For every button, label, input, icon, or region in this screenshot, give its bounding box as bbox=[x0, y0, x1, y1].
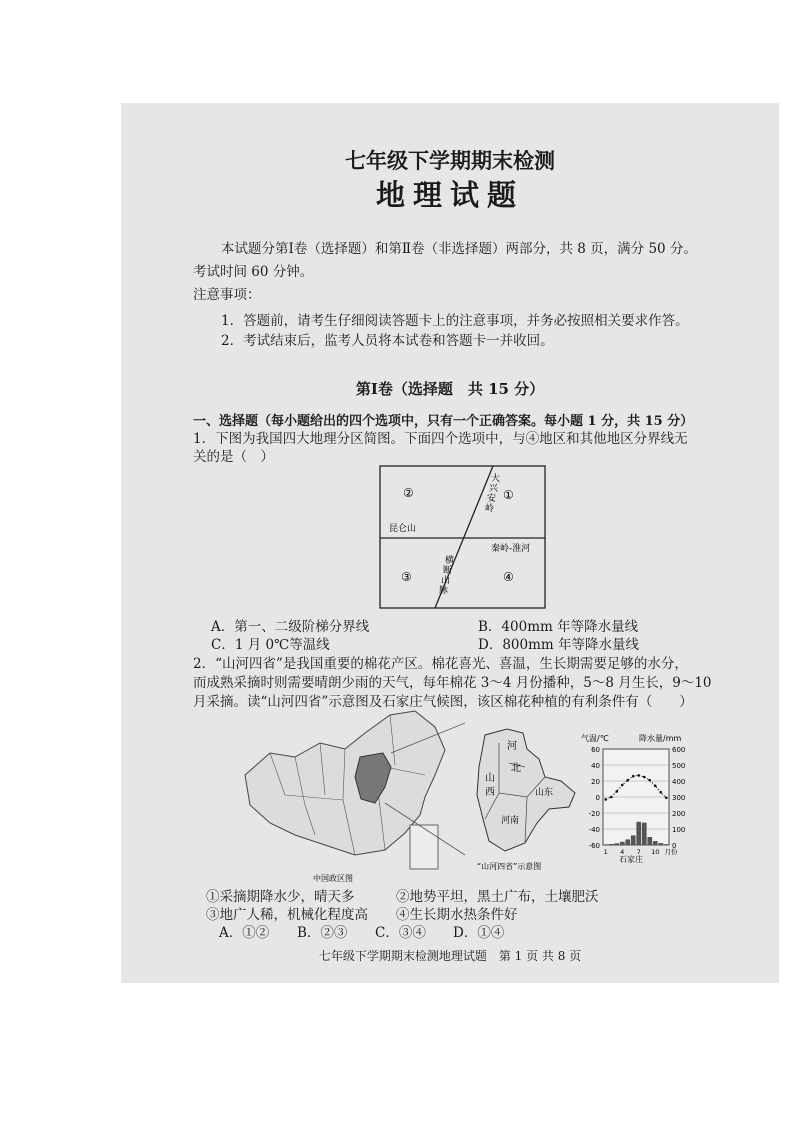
region-4: ④ bbox=[503, 570, 514, 584]
q2-stem-line1: 2．“山河四省”是我国重要的棉花产区。棉花喜光、喜温，生长期需要足够的水分， bbox=[193, 656, 688, 672]
label-xi: 西 bbox=[485, 787, 495, 798]
precip-axis-title: 降水量/mm bbox=[639, 734, 682, 743]
china-map-caption: 中国政区图 bbox=[313, 874, 353, 883]
region-1: ① bbox=[503, 488, 514, 502]
precip-bar bbox=[625, 839, 630, 845]
temp-axis-title: 气温/℃ bbox=[581, 734, 609, 743]
q2-choice-2: ②地势平坦，黑土广布，土壤肥沃 bbox=[396, 889, 599, 905]
precip-bar bbox=[642, 823, 647, 845]
temp-tick-label: -20 bbox=[588, 810, 600, 818]
month-tick-label: 7 bbox=[636, 848, 641, 856]
exam-title-line2: 地理试题 bbox=[375, 178, 524, 212]
notice-1: 1．答题前，请考生仔细阅读答题卡上的注意事项，并务必按照相关要求作答。 bbox=[221, 313, 689, 329]
temp-point bbox=[643, 776, 646, 779]
page-footer: 七年级下学期期末检测地理试题 第 1 页 共 8 页 bbox=[318, 949, 582, 963]
label-daxinganling-3: 安 bbox=[487, 494, 497, 504]
q2-option-a: A．①② bbox=[219, 925, 270, 941]
temp-tick-label: -60 bbox=[588, 842, 600, 850]
temp-point bbox=[621, 784, 624, 787]
q2-option-c: C．③④ bbox=[375, 925, 426, 941]
temp-tick-label: 20 bbox=[591, 778, 600, 786]
part-label: 一、选择题（每小题给出的四个选项中，只有一个正确答案。每小题 1 分，共 15 分） bbox=[193, 414, 694, 429]
precip-ticks bbox=[672, 746, 685, 850]
label-shan: 山 bbox=[485, 773, 495, 784]
month-tick-label: 月份 bbox=[664, 848, 678, 856]
shanhe-map-caption: “山河四省”示意图 bbox=[477, 862, 542, 871]
month-tick-label: 4 bbox=[620, 848, 625, 856]
label-hengduan-4: 脉 bbox=[439, 586, 449, 596]
label-he: 河 bbox=[507, 741, 517, 752]
precip-bar bbox=[614, 843, 619, 845]
precip-bar bbox=[647, 837, 652, 845]
temp-tick-label: -40 bbox=[588, 826, 600, 834]
q2-option-d: D．①④ bbox=[453, 925, 505, 941]
label-shandong: 山东 bbox=[535, 788, 554, 798]
precip-tick-label: 300 bbox=[672, 794, 686, 802]
label-kunlun: 昆仑山 bbox=[389, 524, 417, 534]
precip-tick-label: 100 bbox=[672, 826, 686, 834]
south-sea-inset bbox=[410, 825, 438, 869]
exam-title-line1: 七年级下学期期末检测 bbox=[345, 148, 555, 173]
notice-title: 注意事项： bbox=[193, 287, 261, 303]
temp-tick-label: 60 bbox=[591, 746, 600, 754]
q2-option-b: B．②③ bbox=[297, 925, 348, 941]
temp-point bbox=[659, 791, 662, 794]
chart-grid bbox=[603, 749, 669, 845]
temp-point bbox=[648, 779, 651, 782]
label-hengduan-1: 横 bbox=[445, 556, 455, 566]
region-3: ③ bbox=[401, 570, 412, 584]
q2-choice-4: ④生长期水热条件好 bbox=[396, 907, 518, 923]
station-name: 石家庄 bbox=[619, 855, 643, 864]
q1-option-a: A．第一、二级阶梯分界线 bbox=[211, 619, 370, 635]
temp-point bbox=[654, 785, 657, 788]
temp-ticks bbox=[589, 746, 600, 850]
precip-bar bbox=[609, 844, 614, 845]
label-daxinganling-1: 大 bbox=[491, 474, 501, 484]
intro-line2: 考试时间 60 分钟。 bbox=[193, 264, 314, 280]
month-tick-label: 1 bbox=[603, 848, 608, 856]
precip-bar bbox=[620, 842, 625, 845]
q1-option-b: B．400mm 年等降水量线 bbox=[478, 619, 639, 635]
q1-option-d: D．800mm 年等降水量线 bbox=[478, 637, 639, 653]
temp-point bbox=[610, 796, 613, 799]
temp-point bbox=[632, 775, 635, 778]
temp-point bbox=[637, 774, 640, 777]
temp-point bbox=[604, 798, 607, 801]
q2-stem-line2: 而成熟采摘时则需要晴朗少雨的天气，每年棉花 3～4 月份播种，5～8 月生长，9～10 bbox=[193, 675, 712, 691]
q1-regions-diagram bbox=[379, 465, 547, 610]
month-tick-label: 10 bbox=[651, 848, 660, 856]
q1-option-c: C．1 月 0℃等温线 bbox=[211, 637, 330, 653]
label-henan: 河南 bbox=[501, 816, 520, 826]
precip-tick-label: 400 bbox=[672, 778, 686, 786]
label-daxinganling-4: 岭 bbox=[485, 504, 495, 514]
q2-choice-3: ③地广人稀，机械化程度高 bbox=[206, 907, 368, 923]
precip-bar bbox=[603, 844, 608, 845]
label-qinling: 秦岭-淮河 bbox=[491, 544, 531, 554]
china-map bbox=[225, 705, 465, 885]
section-title: 第Ⅰ卷（选择题 共 15 分） bbox=[355, 380, 545, 398]
label-hengduan-2: 断 bbox=[443, 566, 453, 576]
precip-bar bbox=[631, 835, 636, 845]
q2-stem-line3: 月采摘。读“山河四省”示意图及石家庄气候图，该区棉花种植的有利条件有（ ） bbox=[193, 694, 693, 710]
precip-bar bbox=[664, 844, 669, 845]
q1-stem-line1: 1．下图为我国四大地理分区简图。下面四个选项中，与④地区和其他地区分界线无 bbox=[193, 431, 688, 447]
q2-choice-1: ①采摘期降水少，晴天多 bbox=[206, 889, 355, 905]
precip-bar bbox=[636, 822, 641, 845]
precip-bar bbox=[653, 841, 658, 845]
precip-tick-label: 200 bbox=[672, 810, 686, 818]
precip-tick-label: 600 bbox=[672, 746, 686, 754]
shanhe-map bbox=[465, 723, 585, 873]
notice-2: 2．考试结束后，监考人员将本试卷和答题卡一并收回。 bbox=[221, 333, 554, 349]
exam-page bbox=[121, 103, 779, 983]
intro-line1: 本试题分第Ⅰ卷（选择题）和第Ⅱ卷（非选择题）两部分，共 8 页，满分 50 分。 bbox=[221, 241, 697, 257]
temp-point bbox=[615, 790, 618, 793]
temp-point bbox=[626, 779, 629, 782]
precip-tick-label: 500 bbox=[672, 762, 686, 770]
label-bei: 北 bbox=[511, 763, 521, 774]
label-daxinganling-2: 兴 bbox=[489, 484, 499, 494]
temp-tick-label: 0 bbox=[595, 794, 600, 802]
precip-tick-label: 0 bbox=[672, 842, 677, 850]
q1-stem-line2: 关的是（ ） bbox=[193, 449, 274, 465]
region-2: ② bbox=[403, 486, 414, 500]
temp-tick-label: 40 bbox=[591, 762, 600, 770]
climate-chart bbox=[579, 731, 701, 866]
temp-point bbox=[665, 797, 668, 800]
label-hengduan-3: 山 bbox=[441, 576, 451, 586]
precip-bar bbox=[658, 843, 663, 845]
